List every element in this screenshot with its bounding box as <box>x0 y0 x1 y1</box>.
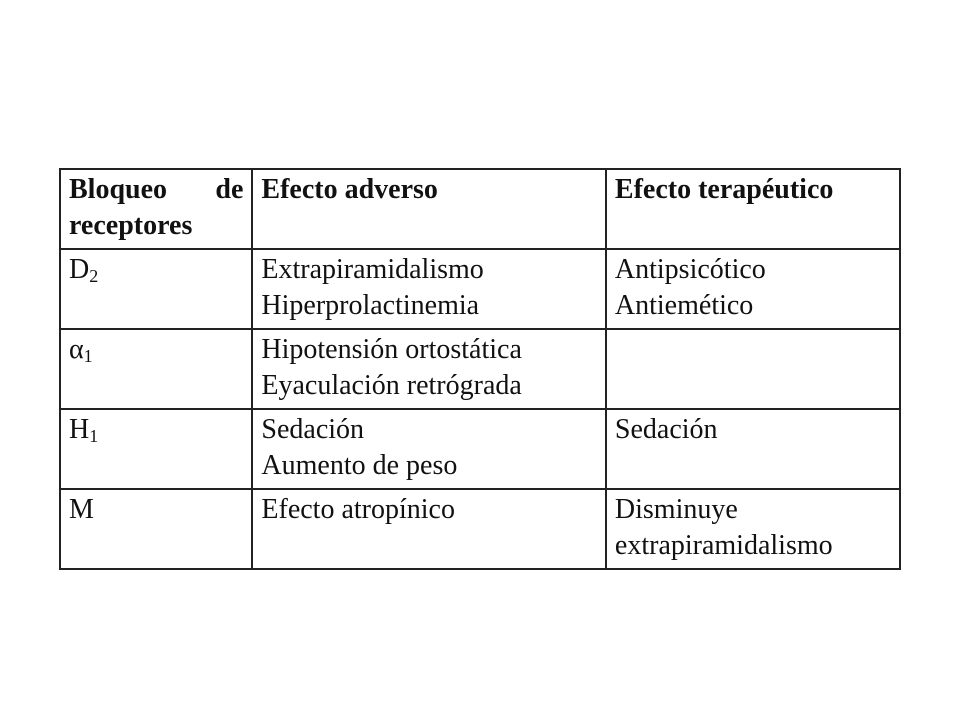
header-receptor-blockade <box>60 169 252 249</box>
therapeutic-effect-item: Antiemético <box>614 290 754 321</box>
receptor-base: D <box>69 254 90 285</box>
therapeutic-effect-cell <box>606 249 900 329</box>
adverse-effect-item: Hiperprolactinemia <box>261 290 480 321</box>
therapeutic-effect-item: Disminuye <box>614 494 738 525</box>
adverse-effect-item: Efecto atropínico <box>261 494 455 525</box>
header-receptor-word1: Bloqueo <box>69 174 168 205</box>
adverse-effect-item: Hipotensión ortostática <box>261 334 522 365</box>
receptor-subscript: 1 <box>89 426 99 446</box>
therapeutic-effect-item: extrapiramidalismo <box>614 530 833 561</box>
receptor-subscript: 1 <box>83 346 93 366</box>
receptor-base: H <box>69 414 90 445</box>
adverse-effect-item: Eyaculación retrógrada <box>261 370 522 401</box>
receptor-cell <box>60 329 252 409</box>
therapeutic-effect-cell <box>606 329 900 409</box>
therapeutic-effect-cell <box>606 409 900 489</box>
receptor-cell <box>60 489 252 569</box>
adverse-effect-cell <box>252 409 606 489</box>
adverse-effect-cell <box>252 249 606 329</box>
therapeutic-effect-cell <box>606 489 900 569</box>
therapeutic-effect-item: Antipsicótico <box>614 254 766 285</box>
table-row <box>60 409 900 489</box>
header-receptor-word2: de <box>215 174 244 205</box>
adverse-effect-item: Extrapiramidalismo <box>261 254 484 285</box>
table-row <box>60 489 900 569</box>
adverse-effect-cell <box>252 489 606 569</box>
receptor-cell <box>60 249 252 329</box>
adverse-effect-item: Sedación <box>261 414 365 445</box>
therapeutic-effect-item: Sedación <box>614 414 718 445</box>
header-adverse-effect: Efecto adverso <box>252 169 606 249</box>
adverse-effect-cell <box>252 329 606 409</box>
receptor-base: α <box>69 334 84 365</box>
adverse-effect-item: Aumento de peso <box>261 450 458 481</box>
table-row <box>60 249 900 329</box>
receptor-base: M <box>69 494 94 525</box>
header-receptor-line2: receptores <box>69 210 193 241</box>
table-header-row <box>60 169 900 249</box>
table-row <box>60 329 900 409</box>
header-therapeutic-effect: Efecto terapéutico <box>606 169 900 249</box>
receptor-subscript: 2 <box>89 266 99 286</box>
receptor-cell <box>60 409 252 489</box>
receptor-effects-table <box>59 168 901 570</box>
